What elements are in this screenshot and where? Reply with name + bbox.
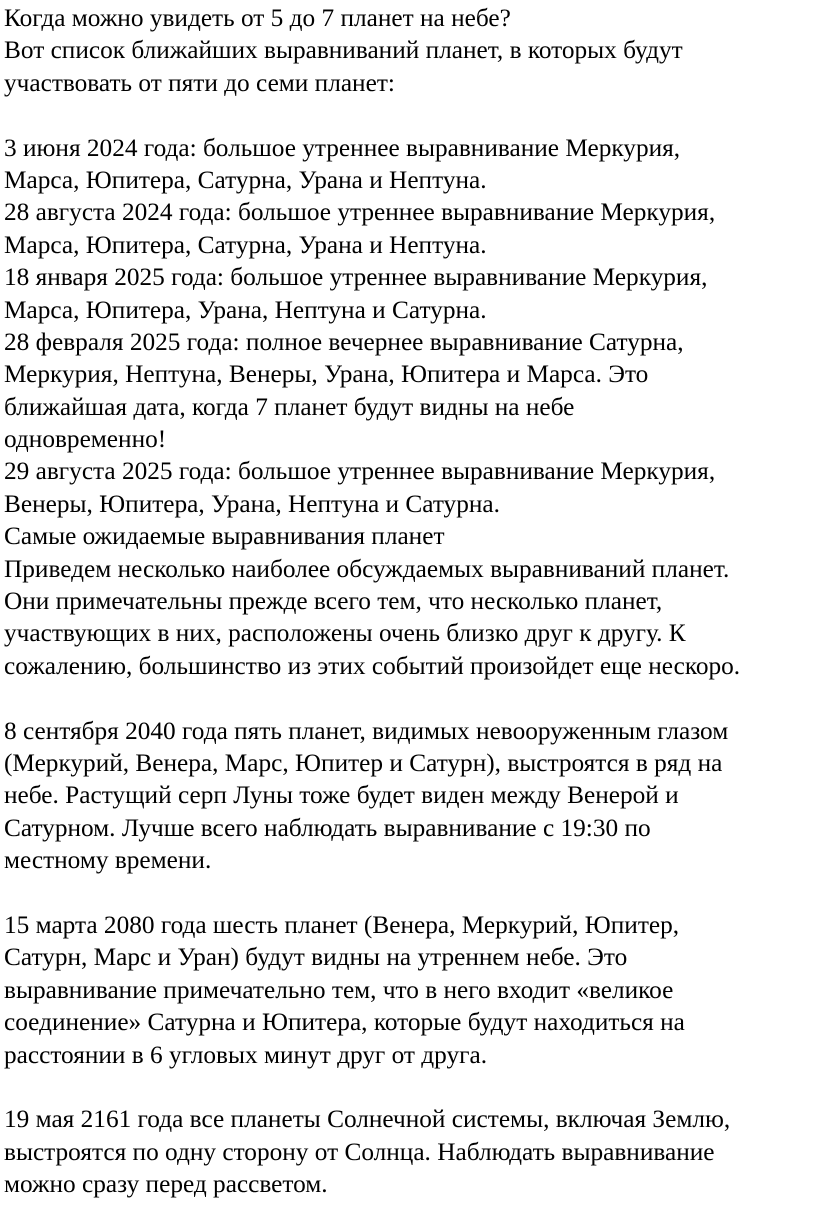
paragraph-line: сожалению, большинство из этих событий произойдет еще нескоро. [4,651,741,680]
section-heading: Самые ожидаемые выравнивания планет [4,522,445,551]
list-item-line: ближайшая дата, когда 7 планет будут видны на небе [4,392,575,421]
intro-line: участвовать от пяти до семи планет: [4,68,395,97]
paragraph-line: выстроятся по одну сторону от Солнца. Наблюдать выравнивание [4,1137,715,1166]
list-item-line: Марса, Юпитера, Урана, Нептуна и Сатурна. [4,295,487,324]
document-page [4,2,812,1200]
list-item-line: 3 июня 2024 года: большое утреннее выравнивание Меркурия, [4,133,681,162]
blank-line [4,99,812,131]
paragraph-line: участвующих в них, расположены очень близко друг к другу. К [4,619,686,648]
paragraph-line: соединение» Сатурна и Юпитера, которые будут находиться на [4,1008,685,1037]
paragraph-line: небе. Растущий серп Луны тоже будет виден между Венерой и [4,781,679,810]
list-item-line: 28 февраля 2025 года: полное вечернее выравнивание Сатурна, [4,327,684,356]
list-item-line: одновременно! [4,425,167,454]
blank-line [4,877,812,909]
blank-line [4,682,812,714]
list-item-line: Марса, Юпитера, Сатурна, Урана и Нептуна. [4,230,487,259]
paragraph-line: Приведем несколько наиболее обсуждаемых выравниваний планет. [4,554,730,583]
paragraph-line: Сатурном. Лучше всего наблюдать выравнивание с 19:30 по [4,813,651,842]
paragraph-line: расстоянии в 6 угловых минут друг от друга. [4,1040,488,1069]
paragraph-line: 19 мая 2161 года все планеты Солнечной системы, включая Землю, [4,1105,731,1134]
list-item-line: 18 января 2025 года: большое утреннее выравнивание Меркурия, [4,263,708,292]
intro-line: Вот список ближайших выравниваний планет, в которых будут [4,36,683,65]
paragraph-line: выравнивание примечательно тем, что в него входит «великое [4,975,674,1004]
document-title: Когда можно увидеть от 5 до 7 планет на небе? [4,4,511,32]
list-item-line: 28 августа 2024 года: большое утреннее выравнивание Меркурия, [4,198,716,227]
list-item-line: Марса, Юпитера, Сатурна, Урана и Нептуна. [4,165,487,194]
paragraph-line: 15 марта 2080 года шесть планет (Венера, Меркурий, Юпитер, [4,910,680,939]
paragraph-line: Сатурн, Марс и Уран) будут видны на утреннем небе. Это [4,943,628,972]
paragraph-line: местному времени. [4,846,212,875]
list-item-line: Венеры, Юпитера, Урана, Нептуна и Сатурна. [4,489,500,518]
list-item-line: 29 августа 2025 года: большое утреннее выравнивание Меркурия, [4,457,716,486]
paragraph-line: можно сразу перед рассветом. [4,1170,328,1199]
paragraph-line: 8 сентября 2040 года пять планет, видимых невооруженным глазом [4,716,729,745]
list-item-line: Меркурия, Нептуна, Венеры, Урана, Юпитера и Марса. Это [4,360,649,389]
blank-line [4,1071,812,1103]
paragraph-line: Они примечательны прежде всего тем, что несколько планет, [4,587,663,616]
paragraph-line: (Меркурий, Венера, Марс, Юпитер и Сатурн), выстроятся в ряд на [4,748,723,777]
